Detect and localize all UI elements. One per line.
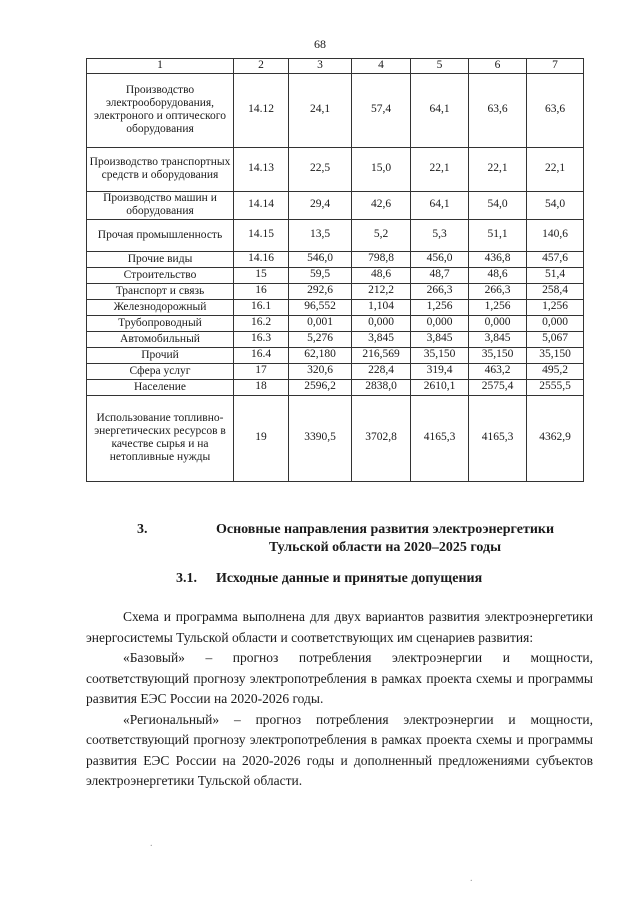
value-cell: 292,6 [289,283,352,299]
value-cell: 4165,3 [411,395,469,481]
value-cell: 42,6 [352,191,411,219]
value-cell: 266,3 [469,283,527,299]
value-cell: 62,180 [289,347,352,363]
value-cell: 3,845 [352,331,411,347]
value-cell: 5,067 [527,331,584,347]
row-code-cell: 16 [234,283,289,299]
value-cell: 22,1 [527,147,584,191]
value-cell: 2838,0 [352,379,411,395]
value-cell: 35,150 [469,347,527,363]
value-cell: 59,5 [289,267,352,283]
value-cell: 35,150 [411,347,469,363]
value-cell: 22,5 [289,147,352,191]
row-name-cell: Прочий [87,347,234,363]
value-cell: 212,2 [352,283,411,299]
section-3-title-line1: Основные направления развития электроэнергетики [215,522,555,537]
table-row [87,379,584,395]
value-cell: 3,845 [411,331,469,347]
value-cell: 48,6 [352,267,411,283]
value-cell: 51,4 [527,267,584,283]
paragraph-regional-scenario: «Региональный» – прогноз потребления электроэнергии и мощности, соответствующий прогнозу электропотребления в рамках проекта схемы и программы развития ЕЭС России на 2020-2026 годы и дополненный предложениями субъектов электроэнергетики Тульской области. [86,711,593,788]
value-cell: 5,276 [289,331,352,347]
value-cell: 2596,2 [289,379,352,395]
value-cell: 51,1 [469,219,527,251]
column-header: 5 [411,59,469,74]
value-cell: 3,845 [469,331,527,347]
value-cell: 0,000 [411,315,469,331]
value-cell: 228,4 [352,363,411,379]
value-cell: 54,0 [469,191,527,219]
column-header: 3 [289,59,352,74]
row-name-cell: Прочие виды [87,251,234,267]
value-cell: 0,001 [289,315,352,331]
value-cell: 436,8 [469,251,527,267]
value-cell: 64,1 [411,191,469,219]
row-name-cell: Прочая промышленность [87,219,234,251]
value-cell: 3702,8 [352,395,411,481]
table-row [87,283,584,299]
value-cell: 1,104 [352,299,411,315]
column-header: 6 [469,59,527,74]
row-name-cell: Автомобильный [87,331,234,347]
row-code-cell: 16.1 [234,299,289,315]
value-cell: 0,000 [527,315,584,331]
value-cell: 266,3 [411,283,469,299]
row-name-cell: Строительство [87,267,234,283]
value-cell: 0,000 [469,315,527,331]
page-number: 68 [314,37,326,51]
value-cell: 4165,3 [469,395,527,481]
value-cell: 2575,4 [469,379,527,395]
table-row [87,219,584,251]
row-code-cell: 17 [234,363,289,379]
scan-speck: . [150,838,153,849]
value-cell: 48,7 [411,267,469,283]
value-cell: 64,1 [411,73,469,147]
row-name-cell: Население [87,379,234,395]
row-name-cell: Производство транспортных средств и оборудования [87,147,234,191]
value-cell: 546,0 [289,251,352,267]
row-name-cell: Железнодорожный [87,299,234,315]
value-cell: 140,6 [527,219,584,251]
value-cell: 1,256 [527,299,584,315]
table-header-row [87,59,584,74]
value-cell: 15,0 [352,147,411,191]
value-cell: 1,256 [411,299,469,315]
row-name-cell: Производство машин и оборудования [87,191,234,219]
row-code-cell: 14.15 [234,219,289,251]
paragraph-scheme-intro: Схема и программа выполнена для двух вариантов развития электроэнергетики энергосистемы Тульской области и соответствующих им сценариев развития: [86,609,593,645]
row-code-cell: 14.14 [234,191,289,219]
value-cell: 57,4 [352,73,411,147]
row-code-cell: 15 [234,267,289,283]
table-row [87,347,584,363]
row-code-cell: 14.13 [234,147,289,191]
row-name-cell: Транспорт и связь [87,283,234,299]
row-name-cell: Сфера услуг [87,363,234,379]
table-row [87,363,584,379]
value-cell: 798,8 [352,251,411,267]
table-row [87,191,584,219]
value-cell: 54,0 [527,191,584,219]
value-cell: 258,4 [527,283,584,299]
table-row [87,331,584,347]
section-3-number: 3. [137,522,148,537]
row-name-cell: Использование топливно-энергетических ресурсов в качестве сырья и на нетопливные нужды [87,395,234,481]
value-cell: 457,6 [527,251,584,267]
scan-speck: . [470,873,473,884]
value-cell: 22,1 [411,147,469,191]
value-cell: 13,5 [289,219,352,251]
table-row [87,315,584,331]
value-cell: 63,6 [527,73,584,147]
value-cell: 4362,9 [527,395,584,481]
row-name-cell: Производство электрооборудования, электроного и оптического оборудования [87,73,234,147]
column-header: 2 [234,59,289,74]
value-cell: 63,6 [469,73,527,147]
column-header: 7 [527,59,584,74]
value-cell: 1,256 [469,299,527,315]
row-code-cell: 18 [234,379,289,395]
table-row [87,147,584,191]
row-code-cell: 16.4 [234,347,289,363]
table-row [87,267,584,283]
value-cell: 35,150 [527,347,584,363]
table-row [87,73,584,147]
body-text [86,607,593,792]
table-row [87,251,584,267]
section-3-1-number: 3.1. [176,571,197,586]
value-cell: 3390,5 [289,395,352,481]
row-code-cell: 19 [234,395,289,481]
value-cell: 5,3 [411,219,469,251]
value-cell: 495,2 [527,363,584,379]
section-3-title-line2: Тульской области на 2020–2025 годы [268,540,502,555]
paragraph-basic-scenario: «Базовый» – прогноз потребления электроэнергии и мощности, соответствующий прогнозу электропотребления в рамках проекта схемы и программы развития ЕЭС России на 2020-2026 годы. [86,650,593,706]
energy-consumption-table [86,58,584,482]
value-cell: 29,4 [289,191,352,219]
value-cell: 24,1 [289,73,352,147]
row-code-cell: 16.2 [234,315,289,331]
value-cell: 0,000 [352,315,411,331]
value-cell: 96,552 [289,299,352,315]
value-cell: 2555,5 [527,379,584,395]
column-header: 4 [352,59,411,74]
row-code-cell: 14.12 [234,73,289,147]
value-cell: 456,0 [411,251,469,267]
value-cell: 2610,1 [411,379,469,395]
row-name-cell: Трубопроводный [87,315,234,331]
value-cell: 48,6 [469,267,527,283]
value-cell: 319,4 [411,363,469,379]
value-cell: 22,1 [469,147,527,191]
row-code-cell: 16.3 [234,331,289,347]
section-3-1-title: Исходные данные и принятые допущения [216,571,483,586]
value-cell: 320,6 [289,363,352,379]
row-code-cell: 14.16 [234,251,289,267]
value-cell: 5,2 [352,219,411,251]
value-cell: 463,2 [469,363,527,379]
column-header: 1 [87,59,234,74]
table-row [87,299,584,315]
table-row [87,395,584,481]
value-cell: 216,569 [352,347,411,363]
